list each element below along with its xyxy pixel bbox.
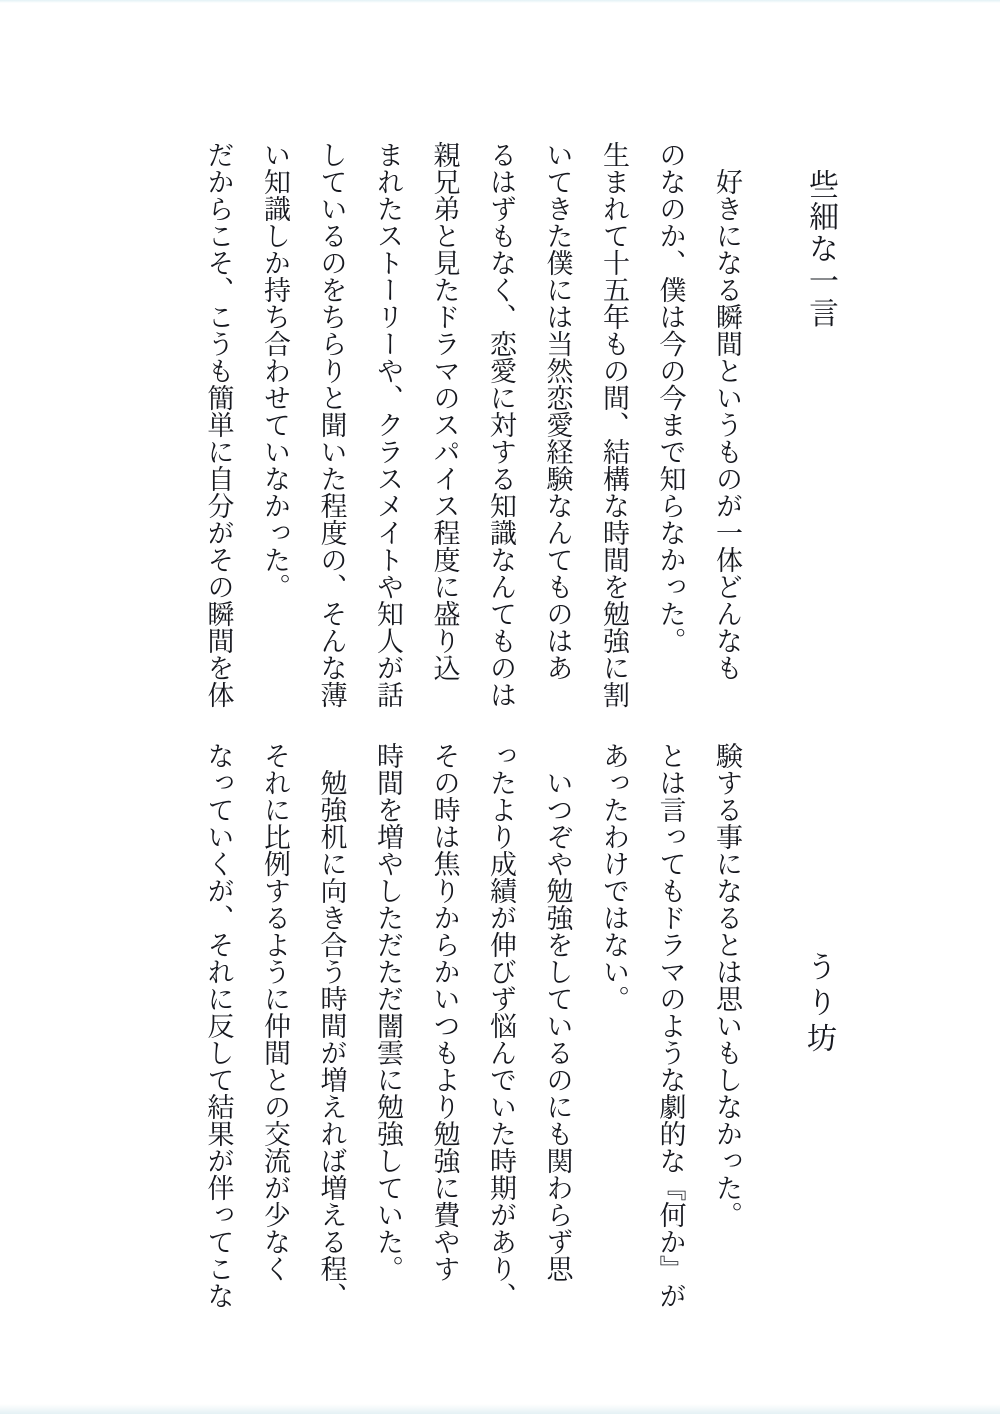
text-column: とは言ってもドラマのような劇的な『何か』が [655, 742, 686, 1309]
text-column: るはずもなく、恋愛に対する知識なんてものは [486, 141, 516, 708]
page-edge-top [0, 0, 1000, 3]
text-column: 好きになる瞬間というものが一体どんなも [712, 168, 742, 681]
text-column: 勉強机に向き合う時間が増えれば増える程、 [316, 769, 347, 1309]
text-column: ったより成績が伸びず悩んでいた時期があり、 [486, 742, 516, 1309]
text-column: 親兄弟と見たドラマのスパイス程度に盛り込 [429, 141, 460, 681]
story-author: うり坊 [802, 951, 835, 1059]
text-column: しているのをちらりと聞いた程度の、そんな薄 [316, 141, 347, 708]
text-column: 時間を増やしただただ闇雲に勉強していた。 [373, 742, 403, 1282]
page-edge-bottom [0, 1404, 1000, 1414]
text-column: 生まれて十五年もの間、結構な時間を勉強に割 [599, 141, 629, 708]
text-column: いつぞや勉強をしているのにも関わらず思 [542, 769, 573, 1282]
text-block-top [175, 141, 740, 708]
story-title: 些細な一言 [804, 169, 837, 330]
text-column: いてきた僕には当然恋愛経験なんてものはあ [542, 141, 573, 681]
text-block-bottom [175, 742, 740, 1309]
text-column: い知識しか持ち合わせていなかった。 [260, 141, 290, 600]
text-column: 験する事になるとは思いもしなかった。 [712, 742, 742, 1228]
text-column: なっていくが、それに反して結果が伴ってこな [203, 742, 234, 1309]
text-column: その時は焦りからかいつもより勉強に費やす [429, 742, 460, 1282]
text-column: まれたストーリーや、クラスメイトや知人が話 [373, 141, 403, 708]
text-column: のなのか、僕は今の今まで知らなかった。 [655, 141, 686, 654]
text-column: だからこそ、こうも簡単に自分がその瞬間を体 [203, 141, 234, 708]
text-column: それに比例するように仲間との交流が少なく [260, 742, 290, 1282]
text-column: あったわけではない。 [599, 742, 629, 1012]
